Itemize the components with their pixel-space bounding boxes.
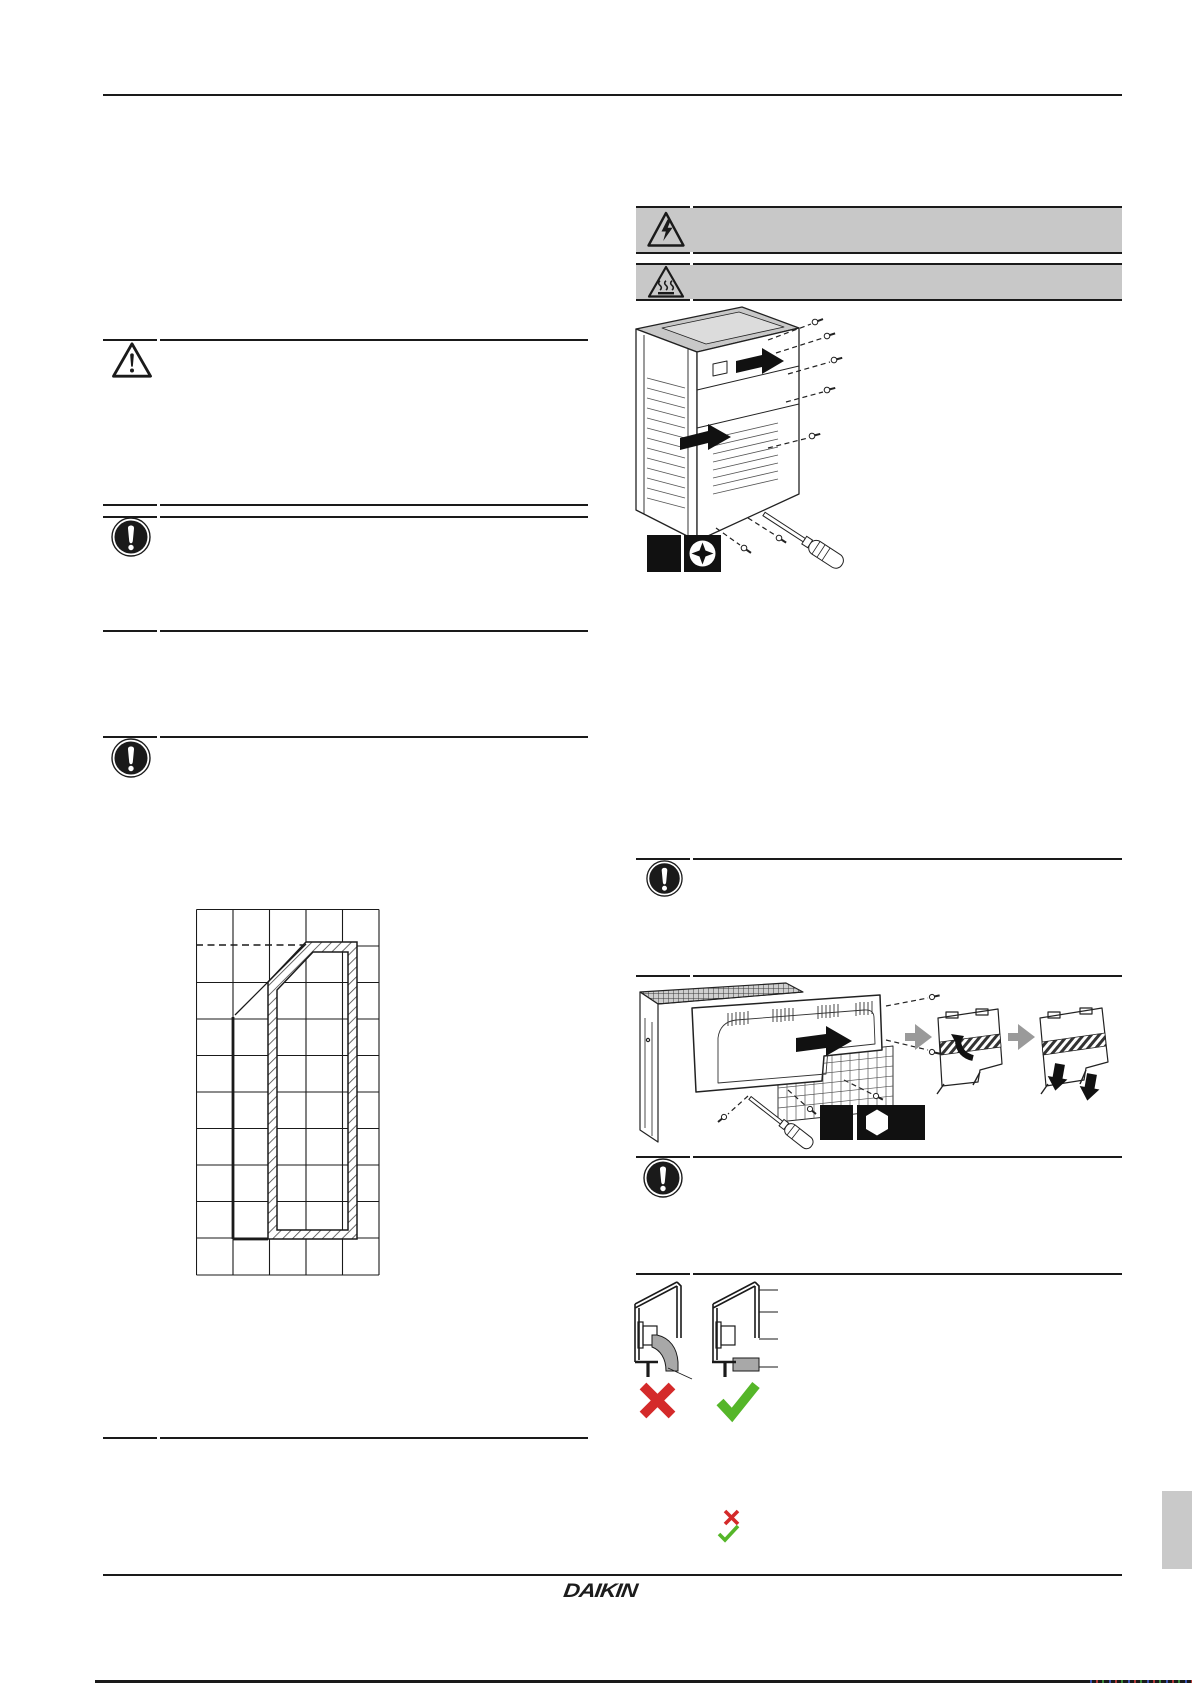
electric-shock-hazard-icon [646, 210, 686, 250]
illustration-panel-removal [618, 298, 863, 585]
page-bottom-rule-artifact [1085, 1680, 1192, 1683]
rule [160, 339, 588, 341]
rule [693, 975, 1122, 977]
rule [636, 1273, 690, 1275]
rule [160, 504, 588, 506]
rule [103, 504, 157, 506]
panel-detail-b [1040, 1008, 1108, 1094]
tool-box-blank [647, 535, 681, 572]
rule [636, 975, 690, 977]
cross-mark-icon [643, 1386, 672, 1415]
daikin-logo: DAIKIN [562, 1579, 639, 1602]
warning-triangle-icon [111, 341, 153, 379]
page-bottom-rule [95, 1680, 1085, 1683]
rule [693, 263, 1122, 265]
warning-banner-hot-surface [636, 265, 1122, 299]
top-rule [103, 94, 1122, 96]
screwdriver [760, 508, 846, 571]
rule [693, 252, 1122, 254]
rule [160, 736, 588, 738]
rule [103, 1437, 157, 1439]
side-index-tab [1162, 1491, 1192, 1569]
rule [693, 206, 1122, 208]
illustration-front-panel [628, 978, 1125, 1150]
rule [160, 1437, 588, 1439]
rule [103, 630, 157, 632]
hex-bit-icon [857, 1105, 925, 1140]
tool-box-blank [820, 1105, 853, 1140]
rule [636, 206, 690, 208]
grid-frame-diagram [196, 909, 381, 1276]
rule [693, 858, 1122, 860]
notice-icon [646, 860, 683, 897]
rule [693, 1156, 1122, 1158]
check-mark-icon [717, 1524, 740, 1543]
footer-rule [103, 1574, 1122, 1576]
check-mark-icon [720, 1385, 756, 1415]
diagram-correct [712, 1282, 778, 1377]
rule [160, 516, 588, 518]
diagram-wrong [635, 1282, 692, 1379]
phillips-bit-icon [684, 535, 721, 572]
step-arrow-icon [1008, 1024, 1035, 1050]
warning-banner-electric [636, 208, 1122, 252]
notice-icon [111, 517, 151, 557]
hot-surface-hazard-icon [647, 265, 685, 299]
notice-icon [643, 1158, 683, 1198]
rule [693, 1273, 1122, 1275]
rule [160, 630, 588, 632]
panel-detail-a [937, 1009, 1002, 1094]
rule [636, 252, 690, 254]
duct-diagrams [628, 1278, 788, 1428]
step-arrow-icon [905, 1024, 932, 1050]
notice-icon [111, 738, 151, 778]
